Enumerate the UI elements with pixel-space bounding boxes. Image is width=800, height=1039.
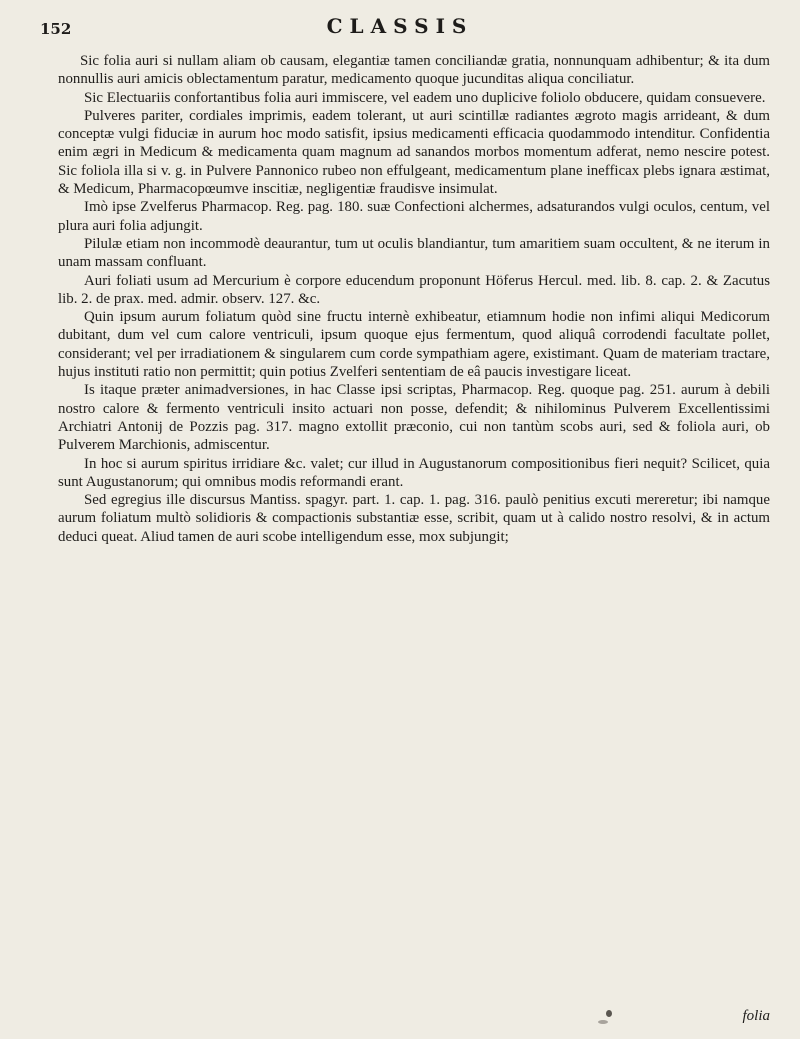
ink-spot <box>606 1010 612 1017</box>
paragraph-9: In hoc si aurum spiritus irridiare &c. valet; cur illud in Augustanorum compositionibus fieri nequit? Scilicet, quia sunt Augustanorum; qui omnibus modis reformandi erant. <box>58 455 770 490</box>
paragraph-7: Quin ipsum aurum foliatum quòd sine fructu internè exhibeatur, etiamnum hodie non infimi aliqui Medicorum dubitant, dum vel cum calore ventriculi, ipsum quoque ejus fermentum, quod aliquâ corrodendi facultate pollet, considerant; vel per irradiationem & singularem cum corde sympathiam agere, existimant. Quam de materiam tractare, hujus instituti ratio non permittit; quin potius Zvelferi sententiam de eâ paucis investigare liceat. <box>58 309 770 381</box>
page-number: 152 <box>40 20 72 38</box>
paragraph-3: Pulveres pariter, cordiales imprimis, eadem tolerant, ut auri scintillæ radiantes ægroto magis arrideant, & dum conceptæ vulgi fiduciæ in aurum hoc modo satisfit, ipsius medicamenti efficacia quodammodo intenditur. Confidentia enim ægri in Medicum & medicamenta quam magnum ad sanandos morbos momentum adferat, nemo nescire potest. Sic foliola illa si v. g. in Pulvere Pannonico rubeo non effulgeant, medicamentum plane inefficax plebs ignara æstimat, & Medicum, Pharmacopœumve inscitiæ, negligentiæ fraudisve insimulat. <box>58 107 770 198</box>
ink-smear <box>598 1020 608 1024</box>
paragraph-4: Imò ipse Zvelferus Pharmacop. Reg. pag. 180. suæ Confectioni alchermes, adsaturandos vulgi oculos, centum, vel plura auri folia adjungit. <box>58 199 770 234</box>
paragraph-5: Pilulæ etiam non incommodè deaurantur, tum ut oculis blandiantur, tum amaritiem suam occultent, & ne iterum in unam massam confluant. <box>58 235 770 271</box>
paragraph-1: Sic folia auri si nullam aliam ob causam, elegantiæ tamen conciliandæ gratia, nonnunquam adhibentur; & ita dum nonnullis auri amicis oblectamentum paratur, medicamento quoque jucunditas aliqua conciliatur. <box>58 53 770 88</box>
paragraph-2: Sic Electuariis confortantibus folia auri immiscere, vel eadem uno duplicive foliolo obducere, quidam consuevere. <box>84 89 766 106</box>
body-text <box>58 52 770 546</box>
page-header <box>40 14 760 46</box>
paragraph-10: Sed egregius ille discursus Mantiss. spagyr. part. 1. cap. 1. pag. 316. paulò penitius excuti mereretur; ibi namque aurum foliatum multò solidioris & compactionis substantiæ esse, scribit, quam ut à calido nostro resolvi, & in actum deduci queat. Aliud tamen de auri scobe intelligendum esse, mox subjungit; <box>58 492 770 545</box>
paragraph-6: Auri foliati usum ad Mercurium è corpore educendum proponunt Höferus Hercul. med. lib. 8. cap. 2. & Zacutus lib. 2. de prax. med. admir. observ. 127. &c. <box>58 272 770 307</box>
catchword: folia <box>742 1008 770 1024</box>
paragraph-8: Is itaque præter animadversiones, in hac Classe ipsi scriptas, Pharmacop. Reg. quoque pag. 251. aurum à debili nostro calore & fermento ventriculi insito actuari non posse, defendit; & nihilominus Pulverem Excellentissimi Archiatri Antonij de Pozzis pag. 317. magno extollit præconio, cui non tantùm scobs auri, sed & foliola auri, ob Pulverem Marchionis, admiscentur. <box>58 382 770 454</box>
running-head: CLASSIS <box>326 14 474 38</box>
